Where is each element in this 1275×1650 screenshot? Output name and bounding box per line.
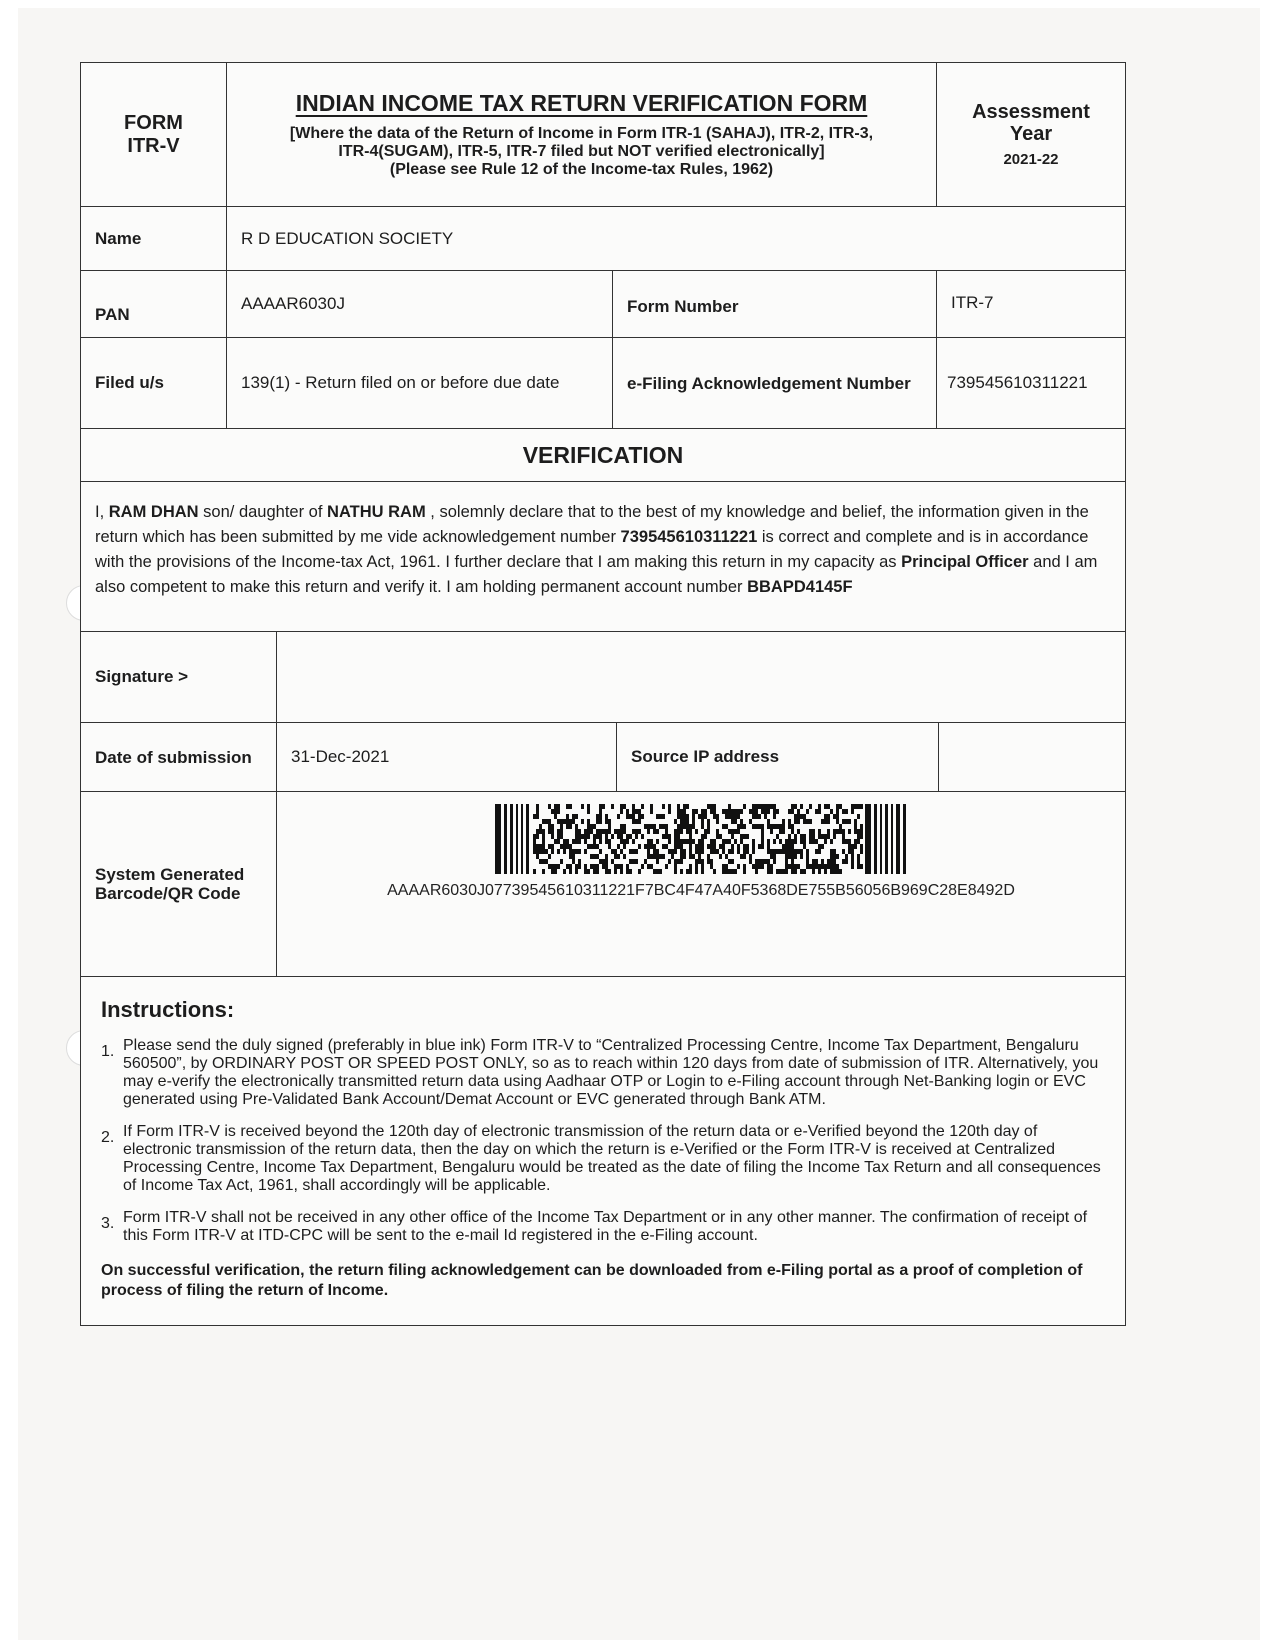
verification-declaration: [81, 482, 1125, 632]
form-code: ITR-V: [127, 134, 180, 157]
form-subtitle-line2: ITR-4(SUGAM), ITR-5, ITR-7 filed but NOT verified electronically]: [338, 143, 825, 160]
barcode-label: System Generated Barcode/QR Code: [81, 792, 277, 976]
form-code-cell: [81, 63, 227, 206]
form-title: INDIAN INCOME TAX RETURN VERIFICATION FORM: [295, 90, 868, 116]
ip-value: [939, 723, 1125, 791]
name-value: R D EDUCATION SOCIETY: [241, 228, 454, 248]
form-number-value: ITR-7: [951, 293, 994, 312]
form-header: [81, 63, 1125, 207]
barcode-image: [495, 804, 907, 874]
itr-v-form: [80, 62, 1126, 1326]
instruction-number: 3.: [101, 1215, 115, 1232]
decl-text-4: is correct and complete and is in accordance with the provisions of the Income-tax Act, 1961. I further declare that I am making this return in my capacity as: [95, 528, 1089, 571]
name-row: [81, 207, 1125, 271]
date-row: [81, 723, 1125, 792]
filed-label: Filed u/s: [81, 338, 227, 428]
filed-value: 139(1) - Return filed on or before due date: [227, 338, 613, 428]
barcode-text: AAAAR6030J0773954561031122​1F7BC4F47A40F5368DE755B56056B969C28E8492D: [387, 882, 1015, 899]
signature-box: [277, 632, 1125, 722]
instruction-text: Please send the duly signed (preferably in blue ink) Form ITR-V to “Centralized Processing Centre, Income Tax Department, Bengaluru 560500”, by ORDINARY POST OR SPEED POST ONLY, so as to reach within 120 days from date of submission of ITR. Alternatively, you may e-verify the electronically transmitted return data using Aadhaar OTP or Login to e-Filing account through Net-Banking login or EVC generated using Pre-Validated Bank Account/Demat Account or EVC generated through Bank ATM.: [123, 1037, 1099, 1108]
decl-text-5: and I am also competent to make this return and verify it. I am holding permanent account number: [95, 553, 1098, 596]
verification-title: VERIFICATION: [81, 429, 1125, 482]
instruction-text: If Form ITR-V is received beyond the 120th day of electronic transmission of the return data or e-Verified beyond the 120th day of electronic transmission of the return data, then the day on which the return is e-Verified or the Form ITR-V is received at Centralized Processing Centre, Income Tax Department, Bengaluru would be treated as the date of filing the Income Tax Return and all consequences of Income Tax Act, 1961, shall accordingly will be applicable.: [123, 1123, 1101, 1194]
pan-label: PAN: [81, 271, 227, 337]
instructions-note: On successful verification, the return filing acknowledgement can be downloaded from e-Filing portal as a proof of completion of process of filing the return of Income.: [101, 1262, 1083, 1299]
decl-ack-number: 739545610311221: [620, 528, 758, 546]
instruction-item: [101, 1037, 1105, 1109]
ip-label: Source IP address: [617, 723, 939, 791]
signature-label: Signature >: [81, 632, 277, 722]
instructions-title: Instructions:: [101, 997, 235, 1022]
signature-row: [81, 632, 1125, 723]
instruction-number: 1.: [101, 1043, 115, 1060]
barcode-cell: [277, 792, 1125, 976]
barcode-row: [81, 792, 1125, 977]
date-label: Date of submission: [81, 723, 277, 791]
date-value: 31-Dec-2021: [277, 723, 617, 791]
declarant-name: RAM DHAN: [108, 503, 199, 521]
instruction-text: Form ITR-V shall not be received in any other office of the Income Tax Department or in any other manner. The confirmation of receipt of this Form ITR-V at ITD-CPC will be sent to the e-mail Id registered in the e-Filing account.: [123, 1209, 1088, 1244]
pan-value: AAAAR6030J: [227, 271, 613, 337]
form-subtitle-line1: [Where the data of the Return of Income in Form ITR-1 (SAHAJ), ITR-2, ITR-3,: [289, 125, 874, 142]
instructions-section: [81, 977, 1125, 1325]
pan-row: [81, 271, 1125, 338]
name-label: Name: [81, 207, 227, 270]
assessment-year-cell: [937, 63, 1125, 206]
assessment-year-label: Assessment Year: [972, 101, 1090, 145]
decl-text-1: I,: [95, 503, 109, 521]
decl-text-2: son/ daughter of: [198, 503, 328, 521]
assessment-year-value: 2021-22: [1003, 151, 1059, 168]
filed-row: [81, 338, 1125, 429]
parent-name: NATHU RAM: [327, 503, 426, 521]
declarant-capacity: Principal Officer: [901, 553, 1029, 571]
form-number-label: Form Number: [613, 271, 937, 337]
instruction-number: 2.: [101, 1129, 115, 1146]
ack-label: e-Filing Acknowledgement Number: [613, 338, 937, 428]
instruction-item: [101, 1123, 1105, 1195]
ack-value: 739545610311221: [947, 373, 1088, 392]
form-title-cell: [227, 63, 937, 206]
declarant-pan: BBAPD4145F: [747, 578, 853, 596]
decl-text-3: , solemnly declare that to the best of my knowledge and belief, the information given in the return which has been submitted by me vide acknowledgement number: [95, 503, 1089, 546]
form-label: FORM: [124, 111, 183, 134]
form-subtitle-line3: (Please see Rule 12 of the Income-tax Rules, 1962): [389, 161, 774, 178]
instruction-item: [101, 1209, 1105, 1245]
